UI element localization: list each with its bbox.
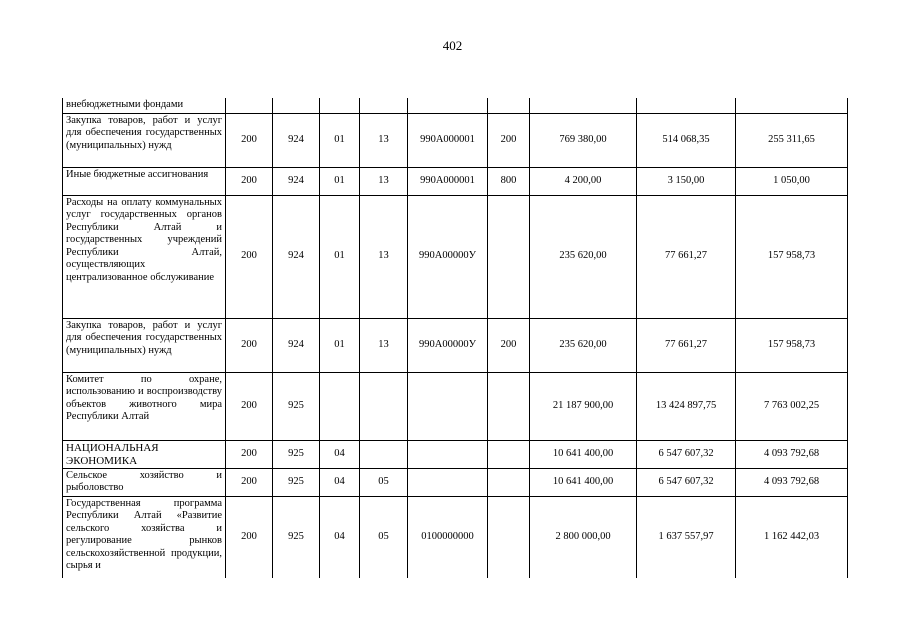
cell-code-6 <box>488 468 530 496</box>
cell-amount-2 <box>637 98 736 113</box>
cell-amount-2: 77 661,27 <box>637 318 736 372</box>
cell-code-5: 990А00000У <box>408 195 488 318</box>
cell-code-3: 01 <box>320 113 360 167</box>
cell-code-6 <box>488 440 530 468</box>
cell-amount-1: 10 641 400,00 <box>530 440 637 468</box>
cell-amount-1: 769 380,00 <box>530 113 637 167</box>
cell-amount-2: 514 068,35 <box>637 113 736 167</box>
cell-code-2: 925 <box>273 496 320 578</box>
budget-table <box>62 98 848 578</box>
cell-code-1: 200 <box>226 440 273 468</box>
row-name: НАЦИОНАЛЬНАЯ ЭКОНОМИКА <box>63 440 226 468</box>
cell-code-1: 200 <box>226 318 273 372</box>
cell-amount-1: 2 800 000,00 <box>530 496 637 578</box>
cell-code-1: 200 <box>226 113 273 167</box>
cell-code-1: 200 <box>226 468 273 496</box>
table-row <box>63 167 848 195</box>
cell-amount-3 <box>736 98 848 113</box>
cell-code-5 <box>408 468 488 496</box>
cell-code-6 <box>488 372 530 440</box>
cell-amount-1: 4 200,00 <box>530 167 637 195</box>
cell-amount-1: 235 620,00 <box>530 318 637 372</box>
cell-amount-3: 157 958,73 <box>736 195 848 318</box>
cell-code-5: 0100000000 <box>408 496 488 578</box>
cell-code-3: 01 <box>320 195 360 318</box>
cell-code-2: 925 <box>273 372 320 440</box>
table-row <box>63 440 848 468</box>
cell-code-2: 924 <box>273 195 320 318</box>
row-name: внебюджетными фондами <box>63 98 226 113</box>
cell-amount-2: 77 661,27 <box>637 195 736 318</box>
cell-amount-1: 235 620,00 <box>530 195 637 318</box>
cell-code-3: 01 <box>320 318 360 372</box>
cell-code-4: 05 <box>360 468 408 496</box>
cell-code-4 <box>360 98 408 113</box>
table-row <box>63 496 848 578</box>
cell-amount-2: 13 424 897,75 <box>637 372 736 440</box>
cell-code-4 <box>360 440 408 468</box>
cell-amount-3: 157 958,73 <box>736 318 848 372</box>
cell-code-6: 800 <box>488 167 530 195</box>
table-row <box>63 318 848 372</box>
cell-code-1: 200 <box>226 372 273 440</box>
cell-amount-2: 6 547 607,32 <box>637 468 736 496</box>
cell-code-1: 200 <box>226 167 273 195</box>
cell-code-2: 925 <box>273 468 320 496</box>
cell-code-6 <box>488 98 530 113</box>
cell-code-3: 04 <box>320 496 360 578</box>
cell-code-4 <box>360 372 408 440</box>
cell-code-1: 200 <box>226 496 273 578</box>
cell-amount-3: 4 093 792,68 <box>736 468 848 496</box>
cell-code-1: 200 <box>226 195 273 318</box>
cell-code-3 <box>320 372 360 440</box>
cell-code-5: 990А00000У <box>408 318 488 372</box>
cell-code-3: 01 <box>320 167 360 195</box>
cell-code-5 <box>408 98 488 113</box>
cell-code-4: 13 <box>360 318 408 372</box>
cell-amount-2: 6 547 607,32 <box>637 440 736 468</box>
row-name: Сельское хозяйство и рыболовство <box>63 468 226 496</box>
cell-amount-3: 1 050,00 <box>736 167 848 195</box>
cell-code-4: 13 <box>360 167 408 195</box>
cell-code-4: 13 <box>360 113 408 167</box>
row-name: Комитет по охране, использованию и воспроизводству объектов животного мира Республики Алтай <box>63 372 226 440</box>
cell-amount-2: 3 150,00 <box>637 167 736 195</box>
cell-code-5 <box>408 372 488 440</box>
cell-amount-3: 1 162 442,03 <box>736 496 848 578</box>
cell-amount-1 <box>530 98 637 113</box>
row-name: Закупка товаров, работ и услуг для обеспечения государственных (муниципальных) нужд <box>63 113 226 167</box>
cell-code-2: 924 <box>273 318 320 372</box>
table-row <box>63 113 848 167</box>
cell-code-4: 13 <box>360 195 408 318</box>
cell-code-2 <box>273 98 320 113</box>
cell-code-6 <box>488 195 530 318</box>
cell-code-1 <box>226 98 273 113</box>
row-name: Иные бюджетные ассигнования <box>63 167 226 195</box>
cell-code-2: 925 <box>273 440 320 468</box>
cell-amount-1: 21 187 900,00 <box>530 372 637 440</box>
table-row <box>63 98 848 113</box>
cell-code-5 <box>408 440 488 468</box>
cell-code-3: 04 <box>320 468 360 496</box>
cell-amount-3: 7 763 002,25 <box>736 372 848 440</box>
row-name: Закупка товаров, работ и услуг для обеспечения государственных (муниципальных) нужд <box>63 318 226 372</box>
cell-code-6: 200 <box>488 113 530 167</box>
table-row <box>63 372 848 440</box>
page-number: 402 <box>442 38 463 53</box>
row-name: Государственная программа Республики Алтай «Развитие сельского хозяйства и регулирование рынков сельскохозяйственной продукции, сырья и <box>63 496 226 578</box>
cell-code-2: 924 <box>273 167 320 195</box>
cell-amount-3: 255 311,65 <box>736 113 848 167</box>
row-name: Расходы на оплату коммунальных услуг государственных органов Республики Алтай и государственных учреждений Республики Алтай, осуществляющих централизованное обслуживание <box>63 195 226 318</box>
cell-code-5: 990А000001 <box>408 167 488 195</box>
cell-code-3: 04 <box>320 440 360 468</box>
cell-code-6 <box>488 496 530 578</box>
cell-code-4: 05 <box>360 496 408 578</box>
table-row <box>63 468 848 496</box>
cell-code-3 <box>320 98 360 113</box>
cell-amount-1: 10 641 400,00 <box>530 468 637 496</box>
cell-code-2: 924 <box>273 113 320 167</box>
cell-code-5: 990А000001 <box>408 113 488 167</box>
cell-amount-3: 4 093 792,68 <box>736 440 848 468</box>
cell-code-6: 200 <box>488 318 530 372</box>
table-row <box>63 195 848 318</box>
cell-amount-2: 1 637 557,97 <box>637 496 736 578</box>
